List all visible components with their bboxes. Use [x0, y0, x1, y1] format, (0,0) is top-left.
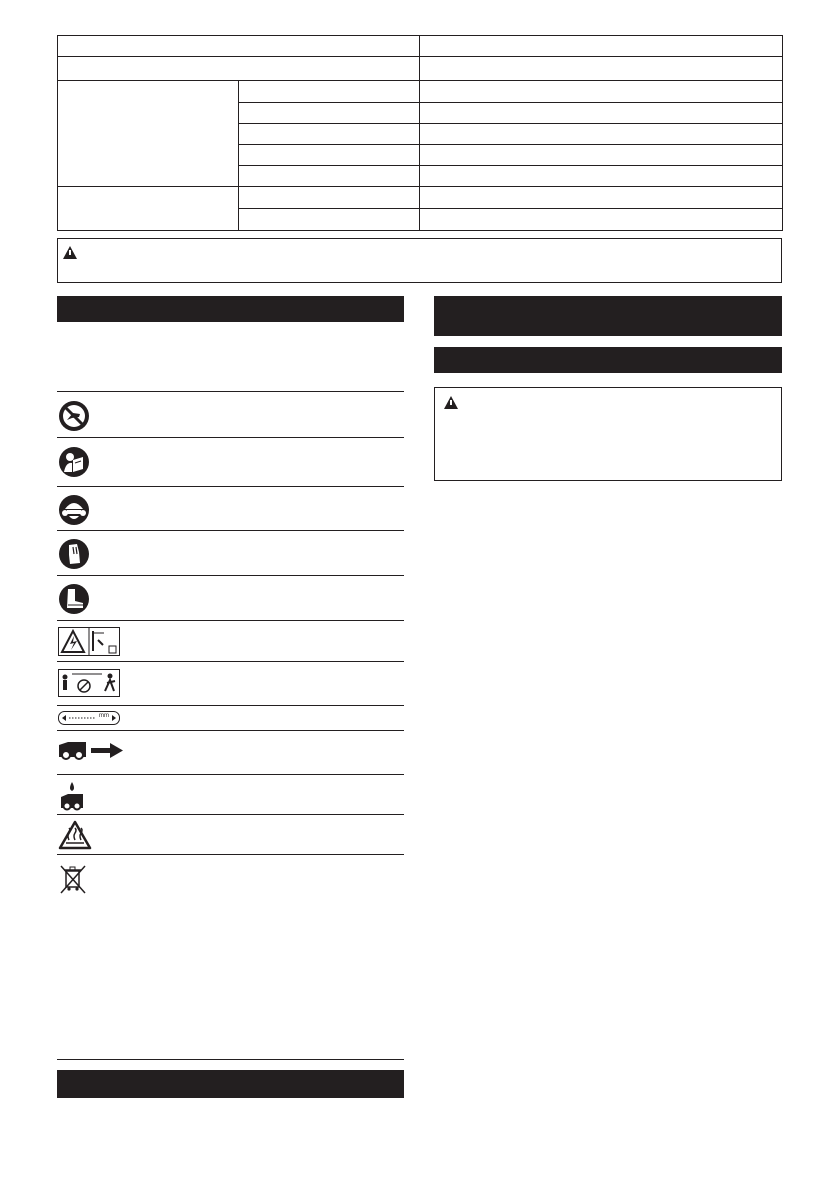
spec-sub-label: [239, 145, 420, 166]
list-item: [57, 661, 404, 705]
electrocution-hazard-distance-icon: [58, 627, 120, 657]
list-item: [57, 705, 404, 730]
spec-sub-label: [239, 187, 420, 209]
table-row: [58, 57, 783, 81]
list-item: [57, 530, 404, 575]
wear-boots-icon: [58, 583, 90, 615]
divider: [57, 1059, 404, 1060]
spec-value: [420, 81, 783, 103]
table-row: [58, 36, 783, 57]
guide-bar-unit: mm: [99, 713, 109, 719]
symbols-intro: [57, 330, 404, 385]
spec-sub-label: [239, 124, 420, 145]
symbols-section-header: [57, 296, 404, 322]
warning-box: [57, 238, 782, 283]
table-row: [58, 187, 783, 209]
spec-label: [58, 36, 420, 57]
list-item: [57, 730, 404, 774]
read-manual-icon: [58, 446, 90, 478]
crossed-bin-icon: [58, 863, 88, 895]
no-one-handed-operation-icon: [58, 400, 90, 432]
list-item: [57, 854, 404, 1059]
specifications-table: [57, 35, 783, 231]
warning-triangle-icon: [63, 246, 77, 259]
spec-value: [420, 166, 783, 187]
spec-sub-label: [239, 166, 420, 187]
spec-value: [420, 124, 783, 145]
list-item: [57, 486, 404, 530]
spec-value: [420, 57, 783, 81]
spec-value: [420, 145, 783, 166]
keep-bystanders-away-icon: [58, 669, 120, 697]
chain-oil-icon: [58, 781, 86, 811]
spec-value: [420, 187, 783, 209]
spec-value: [420, 36, 783, 57]
spec-sub-label: [239, 209, 420, 231]
spec-sub-label: [239, 81, 420, 103]
spec-sub-label: [239, 103, 420, 124]
wear-gloves-icon: [58, 538, 90, 570]
next-section-header: [57, 1070, 404, 1098]
spec-label: [58, 57, 420, 81]
safety-warning-box: [434, 387, 782, 481]
list-item: [57, 437, 404, 486]
list-item: [57, 814, 404, 854]
spec-group-label: [58, 81, 239, 187]
wear-helmet-eye-ear-protection-icon: [58, 494, 90, 526]
warning-triangle-icon: [444, 396, 458, 409]
table-row: [58, 81, 783, 103]
spec-group-label: [58, 187, 239, 231]
list-item: [57, 774, 404, 814]
right-subsection-header: [434, 347, 782, 373]
spec-value: [420, 209, 783, 231]
guide-bar-length-icon: [58, 711, 120, 725]
spec-value: [420, 103, 783, 124]
list-item: [57, 391, 404, 437]
right-section-header: [434, 296, 782, 336]
list-item: [57, 620, 404, 661]
chain-direction-icon: [58, 741, 124, 763]
hot-surface-icon: [58, 820, 92, 850]
list-item: [57, 575, 404, 620]
